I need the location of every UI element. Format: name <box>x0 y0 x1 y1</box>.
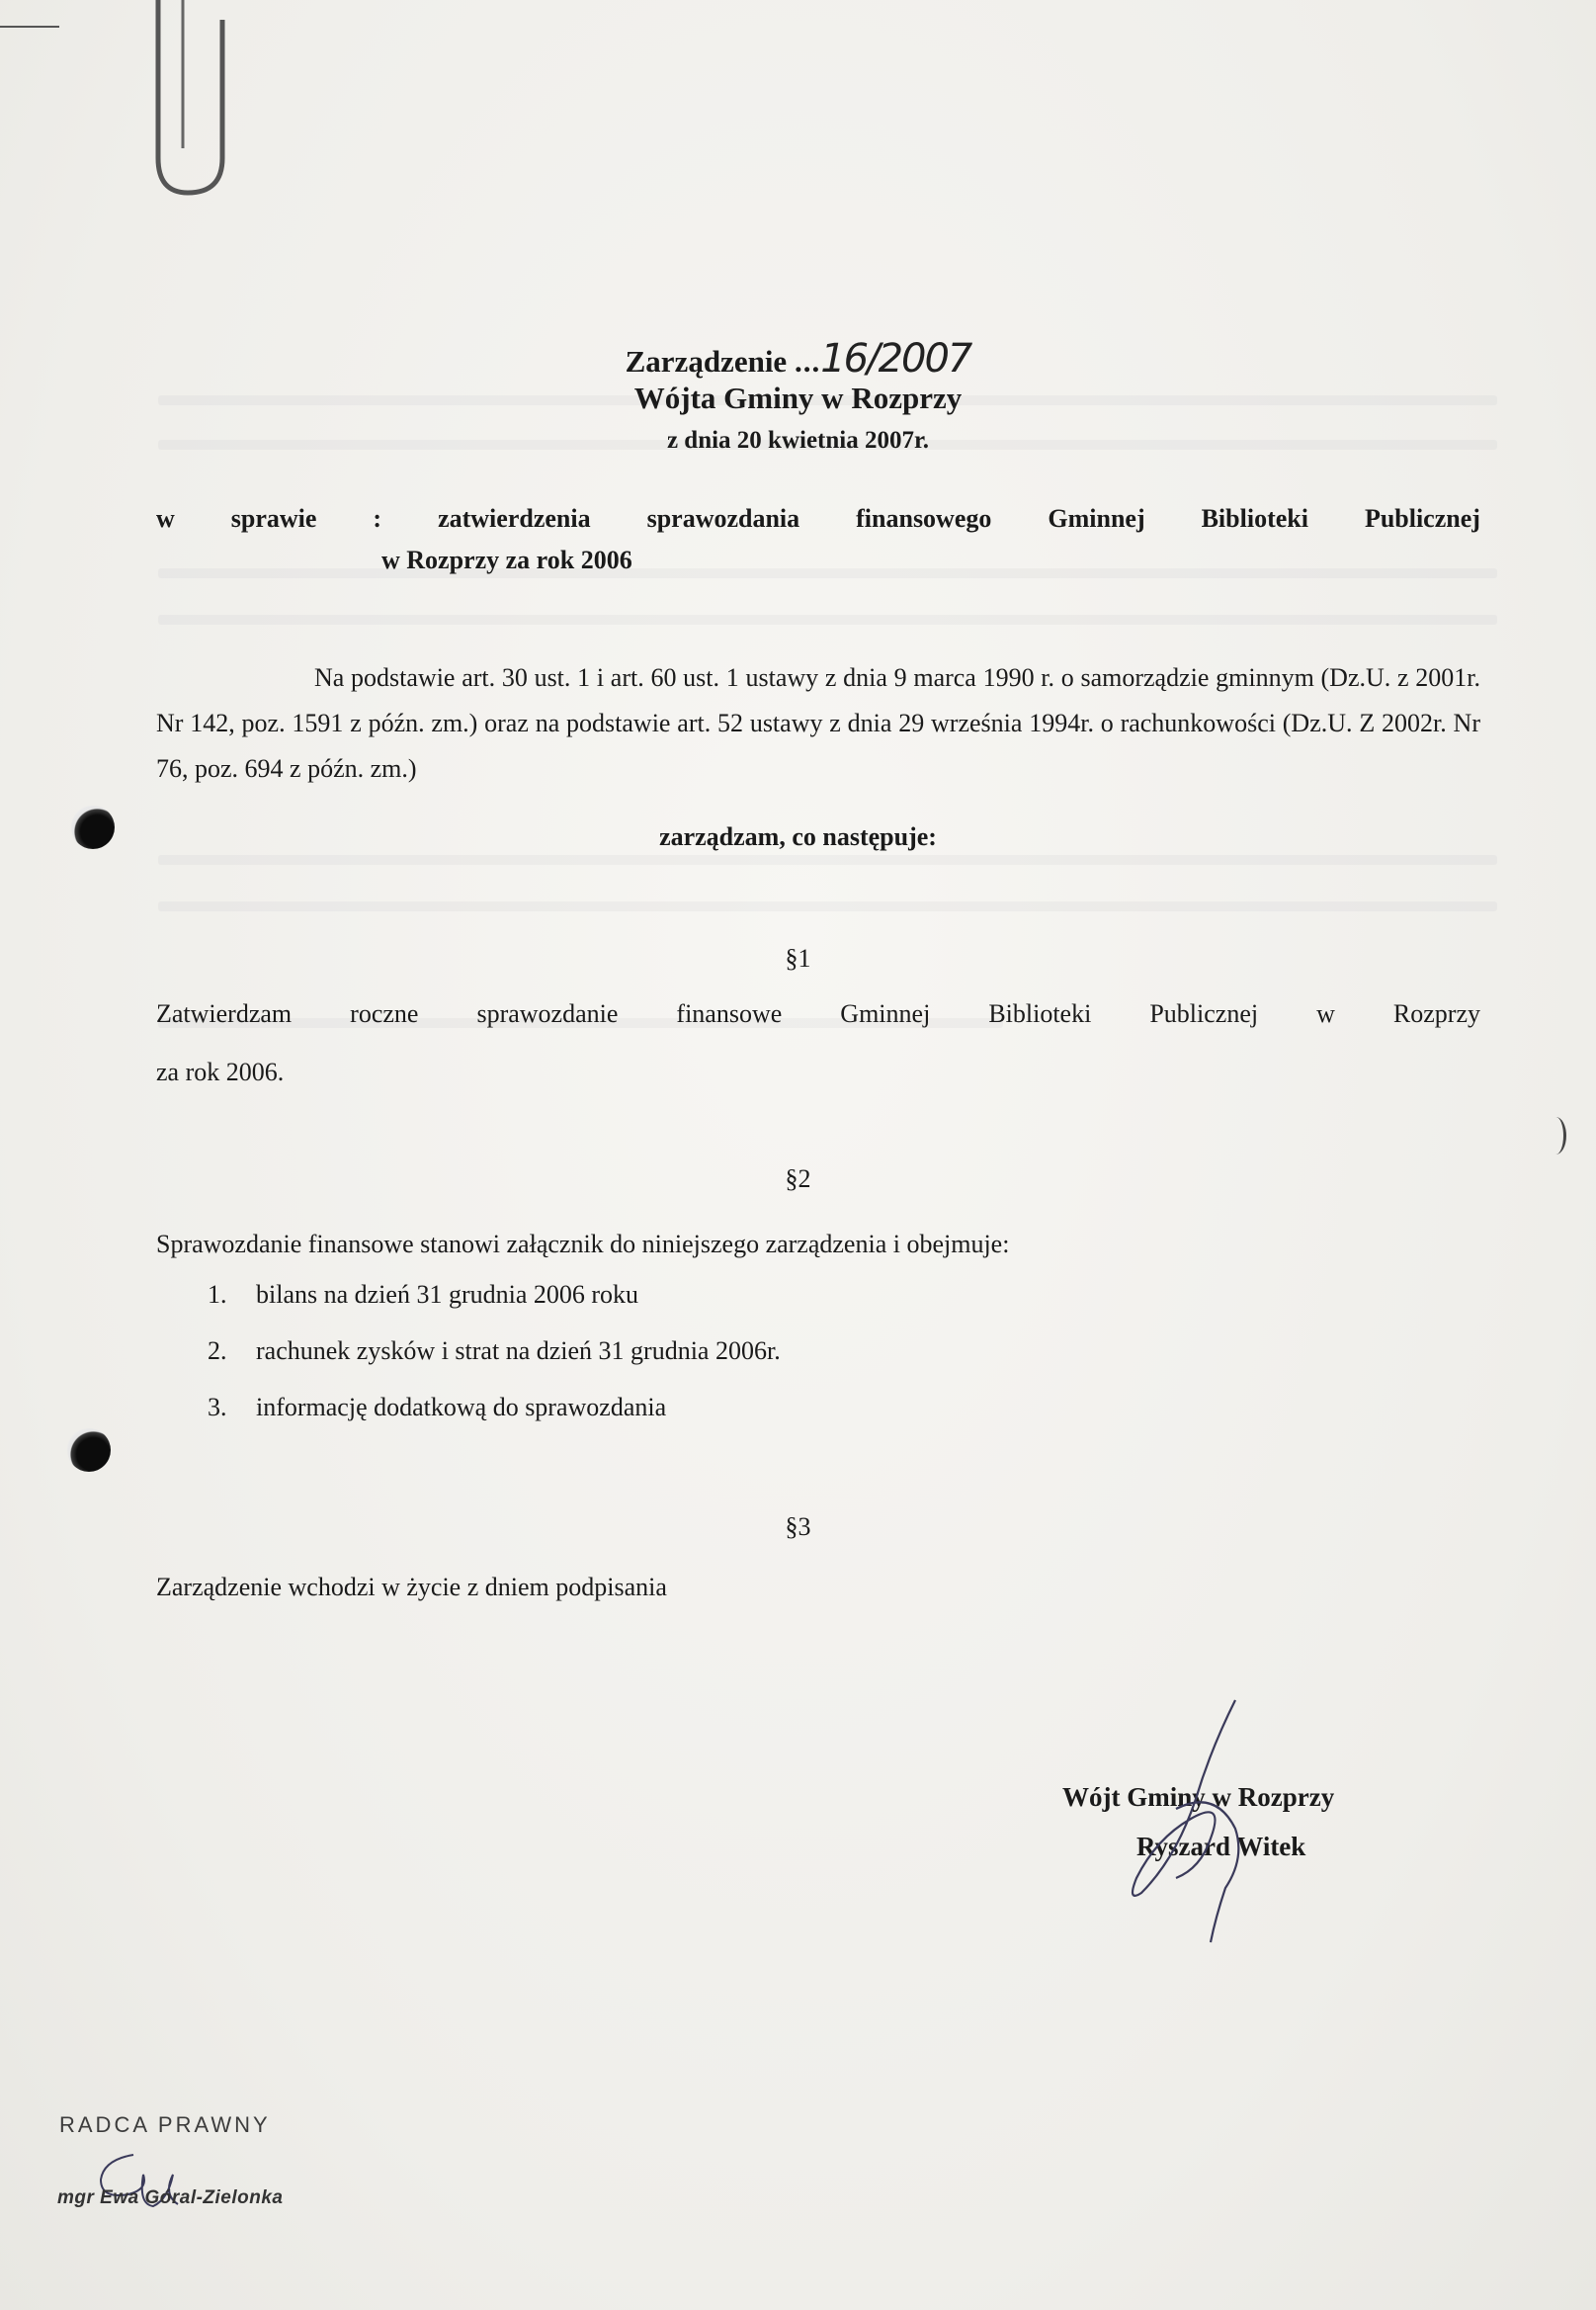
list-item-number: 2. <box>208 1336 227 1365</box>
list-item <box>156 1275 781 1331</box>
list-item-text: rachunek zysków i strat na dzień 31 grudnia 2006r. <box>256 1336 781 1365</box>
section-2-list <box>156 1275 781 1444</box>
section-1-text: Zatwierdzam roczne sprawozdanie finansowe Gminnej Biblioteki Publicznej w Rozprzy <box>156 999 1480 1028</box>
subject-word: Publicznej <box>1364 504 1480 533</box>
handwritten-number: 16/2007 <box>820 336 971 382</box>
subject-line-2: w Rozprzy za rok 2006 <box>381 546 632 574</box>
subject-word: Gminnej <box>1048 504 1145 533</box>
section-3-text: Zarządzenie wchodzi w życie z dniem podpisania <box>156 1573 667 1601</box>
punch-hole <box>67 1428 111 1472</box>
list-item-number: 3. <box>208 1393 227 1421</box>
bleed-through <box>158 901 1497 911</box>
subject-word: w <box>156 504 175 533</box>
decree-line: zarządzam, co następuje: <box>659 822 937 851</box>
section-3-heading: §3 <box>785 1512 811 1541</box>
subject-word: : <box>373 504 382 533</box>
subject-block <box>156 504 1480 575</box>
list-item-text: informację dodatkową do sprawozdania <box>256 1393 667 1421</box>
bleed-through <box>158 615 1497 625</box>
legal-basis: Na podstawie art. 30 ust. 1 i art. 60 ust. 1 ustawy z dnia 9 marca 1990 r. o samorządzie gminnym (Dz.U. z 2001r. Nr 142, poz. 1591 z późn. zm.) oraz na podstawie art. 52 ustawy z dnia 29 września 1994r. o rachunkowości (Dz.U. Z 2002r. Nr 76, poz. 694 z późn. zm.) <box>156 663 1480 783</box>
signatory-position: Wójt Gminy w Rozprzy <box>1062 1782 1335 1812</box>
issuing-authority: Wójta Gminy w Rozprzy <box>633 381 963 415</box>
list-item-text: bilans na dzień 31 grudnia 2006 roku <box>256 1280 639 1309</box>
stamp-title: RADCA PRAWNY <box>59 2112 271 2137</box>
stamp-name: mgr Ewa Góral-Zielonka <box>57 2187 284 2208</box>
handwritten-signature <box>1117 1690 1295 1957</box>
subject-word: zatwierdzenia <box>438 504 591 533</box>
section-1-text-continued: za rok 2006. <box>156 1058 285 1086</box>
subject-word: finansowego <box>856 504 992 533</box>
signatory-name: Ryszard Witek <box>1136 1832 1306 1861</box>
paper-clip-icon <box>0 0 257 208</box>
title-dots: ... <box>794 344 821 379</box>
list-item <box>156 1331 781 1388</box>
list-item-number: 1. <box>208 1280 227 1309</box>
document-date: z dnia 20 kwietnia 2007r. <box>666 427 930 454</box>
document-title <box>0 336 1596 382</box>
section-2-heading: §2 <box>785 1164 811 1193</box>
bleed-through <box>158 855 1497 865</box>
section-2-text: Sprawozdanie finansowe stanowi załącznik do niniejszego zarządzenia i obejmuje: <box>156 1230 1010 1258</box>
paper-edge-mark <box>1546 1117 1566 1155</box>
section-1-heading: §1 <box>785 944 811 973</box>
subject-line-1 <box>156 504 1480 534</box>
list-item <box>156 1388 781 1444</box>
subject-word: sprawie <box>230 504 317 533</box>
subject-word: Biblioteki <box>1201 504 1308 533</box>
title-label: Zarządzenie <box>625 344 788 379</box>
subject-word: sprawozdania <box>646 504 800 533</box>
